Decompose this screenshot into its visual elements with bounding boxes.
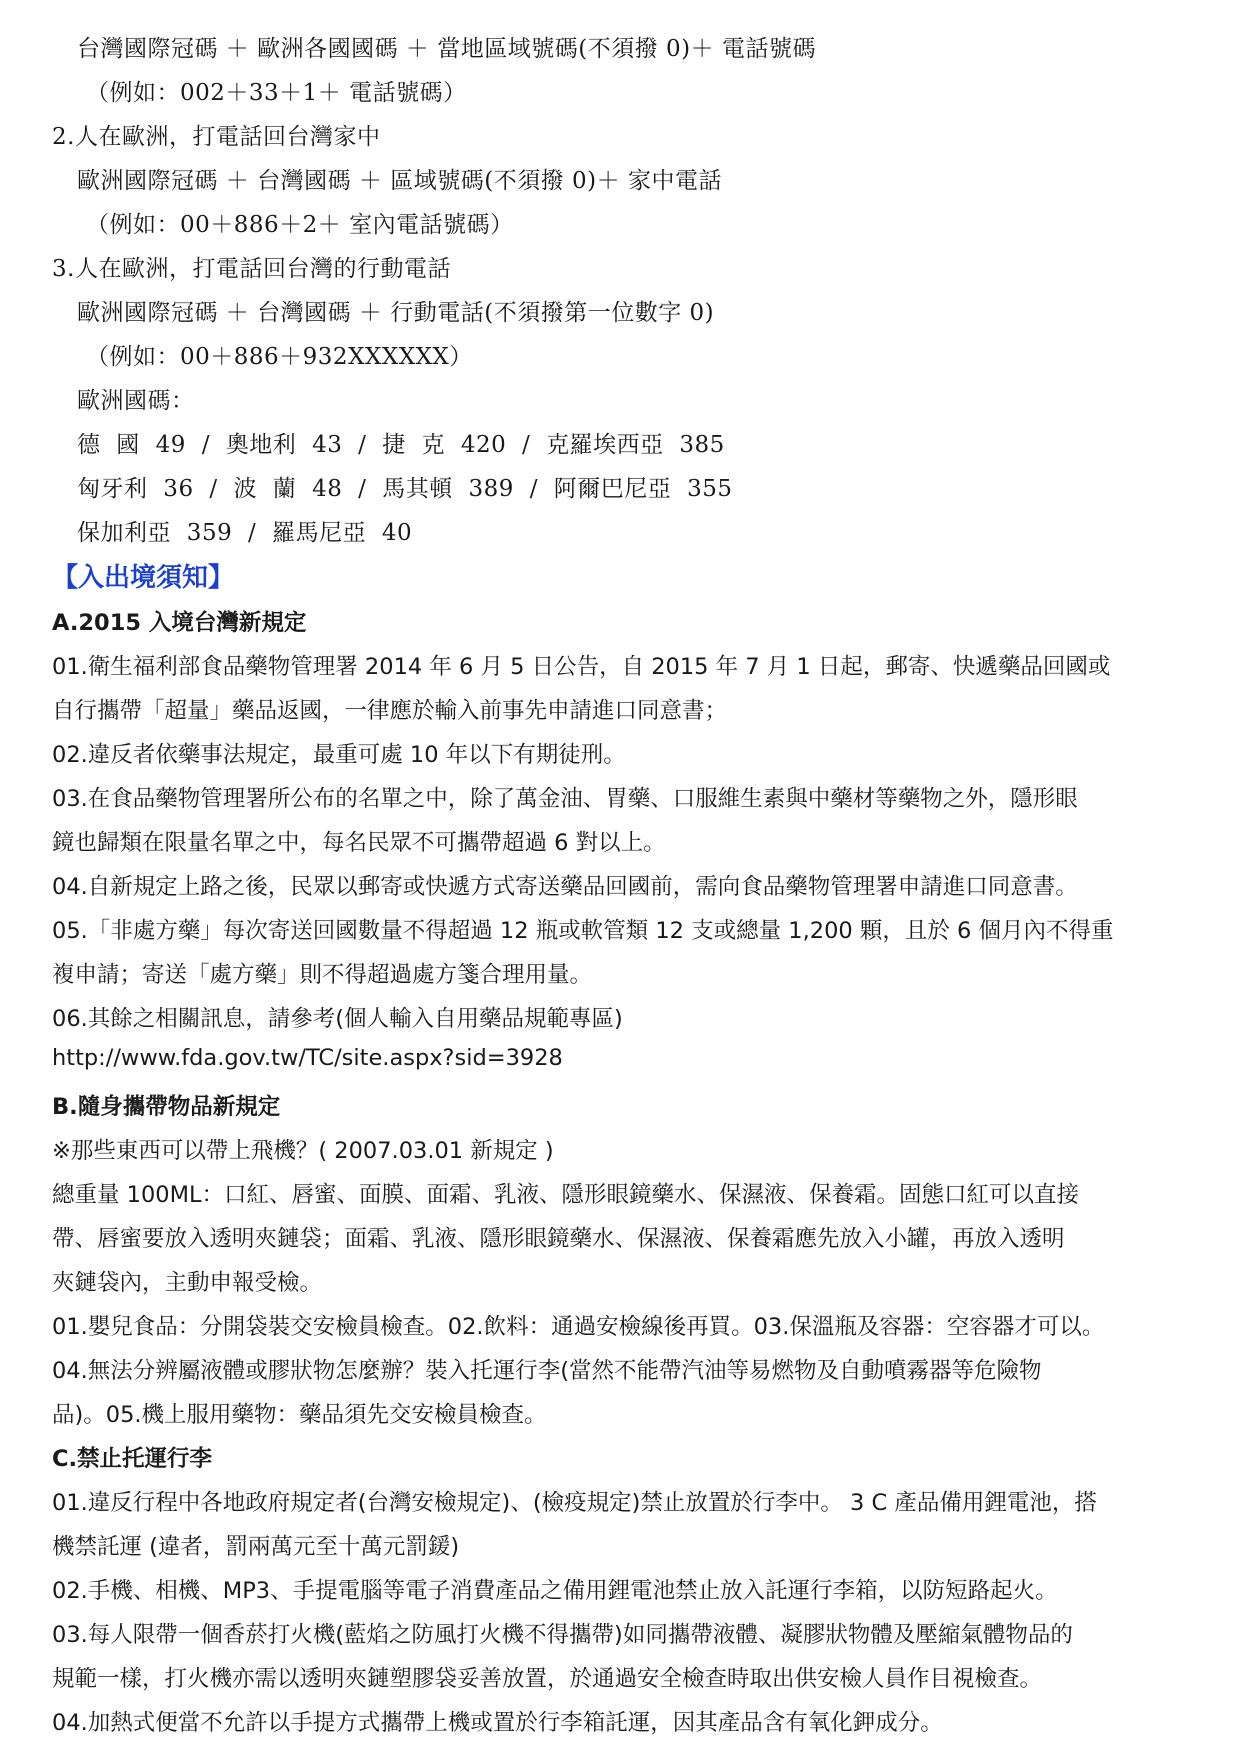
section-a-line-5: 鏡也歸類在限量名單之中，每名民眾不可攜帶超過 6 對以上。 bbox=[52, 830, 666, 856]
section-c-heading: C.禁止托運行李 bbox=[52, 1446, 213, 1472]
section-b-line-3: 帶、唇蜜要放入透明夾鏈袋；面霜、乳液、隱形眼鏡藥水、保濕液、保養霜應先放入小罐，再放入透明 bbox=[52, 1226, 1065, 1252]
item-heading-2: 2.人在歐洲，打電話回台灣家中 bbox=[52, 124, 381, 150]
section-c-line-1: 01.違反行程中各地政府規定者(台灣安檢規定)、(檢疫規定)禁止放置於行李中。 3 C 產品備用鋰電池，搭 bbox=[52, 1490, 1097, 1516]
dial-format-taiwan-to-europe: 台灣國際冠碼 ＋ 歐洲各國國碼 ＋ 當地區域號碼(不須撥 0)＋ 電話號碼 bbox=[77, 36, 816, 62]
section-a-line-3: 02.違反者依藥事法規定，最重可處 10 年以下有期徒刑。 bbox=[52, 742, 626, 768]
country-codes-row-3: 保加利亞 359 / 羅馬尼亞 40 bbox=[77, 520, 413, 546]
dial-example-3: （例如：00＋886＋932XXXXXX） bbox=[86, 344, 473, 370]
dial-format-home: 歐洲國際冠碼 ＋ 台灣國碼 ＋ 區域號碼(不須撥 0)＋ 家中電話 bbox=[77, 168, 722, 194]
section-c-line-2: 機禁託運 (違者，罰兩萬元至十萬元罰鍰) bbox=[52, 1534, 460, 1560]
section-c-line-4: 03.每人限帶一個香菸打火機(藍焰之防風打火機不得攜帶)如同攜帶液體、凝膠狀物體及壓縮氣體物品的 bbox=[52, 1622, 1073, 1648]
country-codes-row-1: 德 國 49 / 奧地利 43 / 捷 克 420 / 克羅埃西亞 385 bbox=[77, 432, 725, 458]
country-codes-label: 歐洲國碼： bbox=[77, 388, 195, 414]
section-b-line-7: 品)。05.機上服用藥物：藥品須先交安檢員檢查。 bbox=[52, 1402, 547, 1428]
section-b-line-6: 04.無法分辨屬液體或膠狀物怎麼辦？裝入托運行李(當然不能帶汽油等易燃物及自動噴霧器等危險物 bbox=[52, 1358, 1042, 1384]
section-b-line-2: 總重量 100ML：口紅、唇蜜、面膜、面霜、乳液、隱形眼鏡藥水、保濕液、保養霜。固態口紅可以直接 bbox=[52, 1182, 1080, 1208]
section-a-line-7: 05.「非處方藥」每次寄送回國數量不得超過 12 瓶或軟管類 12 支或總量 1,200 顆，且於 6 個月內不得重 bbox=[52, 918, 1114, 944]
section-a-line-4: 03.在食品藥物管理署所公布的名單之中，除了萬金油、胃藥、口服維生素與中藥材等藥物之外，隱形眼 bbox=[52, 786, 1078, 812]
section-b-line-5: 01.嬰兒食品：分開袋裝交安檢員檢查。02.飲料：通過安檢線後再買。03.保溫瓶及容器：空容器才可以。 bbox=[52, 1314, 1105, 1340]
section-b-line-1: ※那些東西可以帶上飛機？( 2007.03.01 新規定 ) bbox=[52, 1138, 554, 1164]
section-a-line-6: 04.自新規定上路之後，民眾以郵寄或快遞方式寄送藥品回國前，需向食品藥物管理署申請進口同意書。 bbox=[52, 874, 1078, 900]
section-b-heading: B.隨身攜帶物品新規定 bbox=[52, 1094, 281, 1120]
dial-format-mobile: 歐洲國際冠碼 ＋ 台灣國碼 ＋ 行動電話(不須撥第一位數字 0) bbox=[77, 300, 715, 326]
section-a-line-1: 01.衛生福利部食品藥物管理署 2014 年 6 月 5 日公告，自 2015 年 7 月 1 日起，郵寄、快遞藥品回國或 bbox=[52, 654, 1111, 680]
section-b-line-4: 夾鏈袋內，主動申報受檢。 bbox=[52, 1270, 323, 1296]
fda-link[interactable]: http://www.fda.gov.tw/TC/site.aspx?sid=3928 bbox=[52, 1045, 563, 1071]
section-c-line-3: 02.手機、相機、MP3、手提電腦等電子消費產品之備用鋰電池禁止放入託運行李箱，以防短路起火。 bbox=[52, 1578, 1058, 1604]
section-c-line-5: 規範一樣，打火機亦需以透明夾鏈塑膠袋妥善放置，於通過安全檢查時取出供安檢人員作目視檢查。 bbox=[52, 1666, 1043, 1692]
section-a-heading: A.2015 入境台灣新規定 bbox=[52, 610, 307, 636]
section-a-line-9: 06.其餘之相關訊息，請參考(個人輸入自用藥品規範專區) bbox=[52, 1006, 623, 1032]
dial-example-1: （例如：002＋33＋1＋ 電話號碼） bbox=[86, 80, 467, 106]
country-codes-row-2: 匈牙利 36 / 波 蘭 48 / 馬其頓 389 / 阿爾巴尼亞 355 bbox=[77, 476, 733, 502]
item-heading-3: 3.人在歐洲，打電話回台灣的行動電話 bbox=[52, 256, 451, 282]
dial-example-2: （例如：00＋886＋2＋ 室內電話號碼） bbox=[86, 212, 514, 238]
section-a-line-8: 複申請；寄送「處方藥」則不得超過處方箋合理用量。 bbox=[52, 962, 593, 988]
section-c-line-6: 04.加熱式便當不允許以手提方式攜帶上機或置於行李箱託運，因其產品含有氧化鉀成分。 bbox=[52, 1710, 943, 1736]
section-title: 【入出境須知】 bbox=[52, 563, 235, 593]
section-a-line-2: 自行攜帶「超量」藥品返國，一律應於輸入前事先申請進口同意書； bbox=[52, 698, 728, 724]
